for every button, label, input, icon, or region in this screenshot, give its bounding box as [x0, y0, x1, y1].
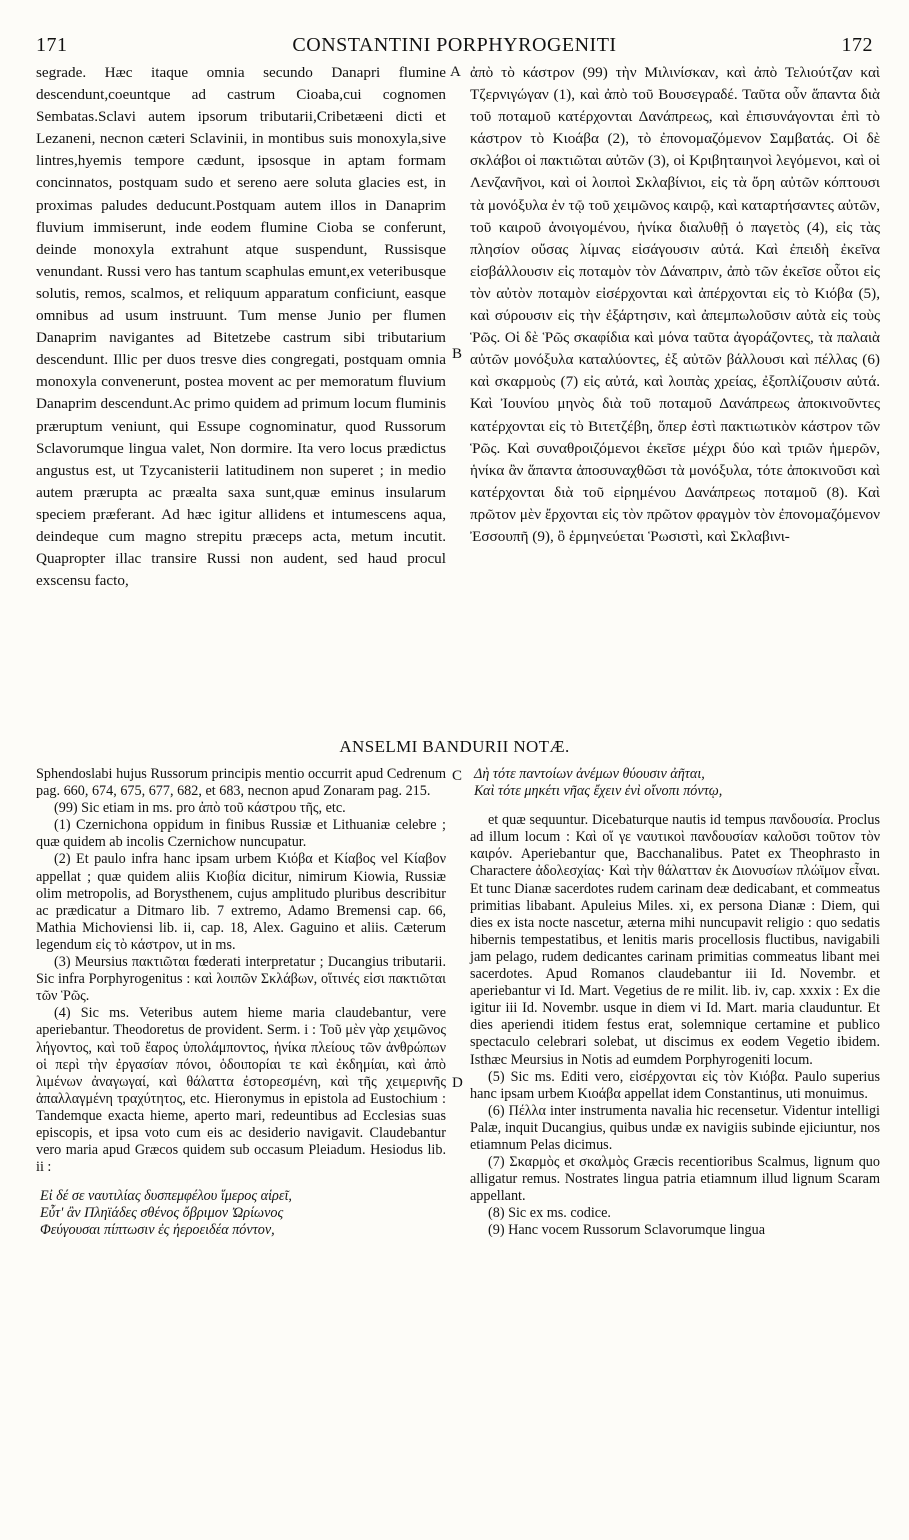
latin-text-column: segrade. Hæc itaque omnia secundo Danapri flumine descendunt,coeuntque ad castrum Cioaba,cui cognomen Sembatas.Sclavi autem ipsorum tributarii,Cribetæeni dicti et Lezaneni, necnon cæteri Sclavinii, in montibus suis monoxyla,sive lintres,hyemis tempore cædunt, ipsosque in aptam formam concinnatos, postquam sudo et sereno aere soluta glacies est, in proximas paludes deducunt.Postquam autem illos in Danaprim fluvium immiserunt, inde eodem flumine Cioba se conferunt, deinde monoxyla extrahunt atque suspendunt, Russisque venundant. Russi vero has tantum scaphulas emunt,ex veteribusque solutis, remos, scalmos, et reliquum apparatum conficiunt, easque omnibus ad usum instruunt. Tum mense Junio per flumen Danaprim navigantes ad Bitetzebe castrum sibi tributarium descendunt. Illic per duos tresve dies congregati, postquam omnia monoxyla convenerunt, postea movent ac per memoratum fluvium Danaprim descendunt.Ac primo quidem ad primum locum fluminis præruptum veniunt, qui Essupe cognominatur, quod Russorum Sclavorumque lingua valet, Non dormire. Ita vero locus prædictus angustus est, ut Tzycanisterii latitudinem non superet ; in medio autem prærupta ac præalta saxa sunt,quæ eminus insularum speciem præferant. Ad hæc igitur allidens et intumescens aqua, deindeque cum magno strepitu præceps acta, metum incutit. Quapropter illac transire Russi non audent, sed haud procul exscensu facto, [36, 64, 446, 590]
verse-spacer [36, 1176, 446, 1188]
note-paragraph: (1) Czernichona oppidum in finibus Russiæ et Lithuaniæ celebre ; quæ quidem ab incolis Czernichow nuncupatur. [36, 817, 446, 851]
notes-left-column [36, 766, 446, 1240]
note-paragraph: (99) Sic etiam in ms. pro ἀπὸ τοῦ κάστρου τῆς, etc. [54, 800, 346, 817]
note-paragraph: (4) Sic ms. Veteribus autem hieme maria claudebantur, vere aperiebantur. Theodoretus de provident. Serm. i : Τοῦ μὲν γὰρ χειμῶνος λήγοντος, καὶ τοῦ ἔαρος ὑπολάμποντος, ἡνίκα πλείους τῶν ἀνθρώπων οἱ περὶ τὴν ἐργασίαν πόνοι, ὁδοιπορίαι τε καὶ ἐκδημίαι, καὶ ἀπὸ λιμένων ἀναγωγαί, καὶ θάλαττα ἐστορεσμένη, καὶ τῆς χειμερινῆς ἀπαλλαγμένη τραχύτητος, etc. Hieronymus in epistola ad Eustochium : Tandemque exacta hieme, aperto mari, redeuntibus ad Ecclesias suas episcopis, et ipsa voto cum eis ac desiderio navigavit. Claudebantur vero maria apud Græcos quidem sub occasum Pleiadum. Hesiodus lib. ii : [36, 1005, 446, 1176]
note-paragraph: (3) Meursius πακτιῶται fœderati interpretatur ; Ducangius tributarii. Sic infra Porphyrogenitus : καὶ λοιπῶν Σκλάβων, οἵτινές εἰσι πακτιῶται τῶν Ῥῶς. [36, 954, 446, 1005]
verse-line: Εὖτ' ἂν Πληϊάδες σθένος ὄβριμον Ὠρίωνος [40, 1205, 284, 1222]
verse-spacer [470, 800, 880, 812]
note-paragraph: (6) Πέλλα inter instrumenta navalia hic recensetur. Videntur intelligi Palæ, inquit Ducangius, quibus undæ ex navigiis subinde ejiciuntur, nos etiamnum Pelas dicimus. [470, 1102, 880, 1153]
verse-line: Φεύγουσαι πίπτωσιν ἐς ἠεροειδέα πόντον, [40, 1222, 275, 1239]
greek-text-column: ἀπὸ τὸ κάστρον (99) τὴν Μιλινίσκαν, καὶ ἀπὸ Τελιούτζαν καὶ Τζερνιγώγαν (1), καὶ ἀπὸ τοῦ Βουσεγραδέ. Ταῦτα οὖν ἅπαντα διὰ τοῦ ποταμοῦ κατέρχονται Δανάπρεως, καὶ ἐπισυνάγονται ἐπὶ τὸ κάστρον τὸ Κιοάβα (2), τὸ ἐπονομαζόμενον Σαμβατάς. Οἱ δὲ σκλάβοι οἱ πακτιῶται αὐτῶν (3), οἱ Κριβηταιηνοὶ λεγόμενοι, καὶ οἱ Λενζανῆνοι, καὶ οἱ λοιποὶ Σκλαβίνιοι, εἰς τὰ ὄρη αὐτῶν κόπτουσι τὰ μονόξυλα ἐν τῷ τοῦ χειμῶνος καιρῷ, καὶ καταρτήσαντες αὐτῶν, τοῦ καιροῦ ἀνοιγομένου, ἡνίκα διαλυθῇ ὁ παγετὸς (4), εἰς τὰς πλησίον οὔσας λίμνας εἰσάγουσιν αὐτά. Καὶ ἐπειδὴ ἐκεῖνα εἰσβάλλουσιν εἰς ποταμὸν τὸν Δάναπριν, ἀπὸ τῶν ἐκεῖσε οὗτοι εἰς τὸν αὐτὸν ποταμὸν εἰσέρχονται καὶ ἀπέρχονται εἰς τὸ Κιόβα (5), καὶ σύρουσιν εἰς τὴν ἐξάρτησιν, καὶ ἀπεμπωλοῦσιν αὐτὰ εἰς τοὺς Ῥῶς. Οἱ δὲ Ῥῶς σκαφίδια καὶ μόνα ταῦτα ἀγοράζοντες, τὰ παλαιὰ αὐτῶν μονόξυλα καταλύοντες, ἐξ αὐτῶν βάλλουσι καὶ πέλλας (6) καὶ σκαρμοὺς (7) εἰς αὐτά, καὶ λοιπὰς χρείας, ἐξοπλίζουσιν αὐτά. Καὶ Ἰουνίου μηνὸς διὰ τοῦ ποταμοῦ Δανάπρεως ἀποκινοῦντες κατέρχονται εἰς τὸ Βιτετζέβη, ὅπερ ἐστὶ πακτιωτικὸν κάστρον τῶν Ῥῶς. Καὶ συναθροιζόμενοι ἐκεῖσε μέχρι δύο καὶ τριῶν ἡμερῶν, ἡνίκα ἂν ἅπαντα ἀποσυναχθῶσι τὰ μονόξυλα, τότε ἀποκινοῦσι καὶ κατέρχονται διὰ τοῦ εἰρημένου Δανάπρεως ποταμοῦ (8). Καὶ πρῶτον μὲν ἔρχονται εἰς τὸν πρῶτον φραγμὸν τὸν ἐπονομαζόμενον Ἐσσουπῆ (9), ὃ ἑρμηνεύεται Ῥωσιστὶ, καὶ Σκλαβινι- [470, 64, 880, 545]
running-title: CONSTANTINI PORPHYROGENITI [292, 34, 617, 56]
note-paragraph: (5) Sic ms. Editi vero, εἰσέρχονται εἰς τὸν Κιόβα. Paulo superius hanc ipsam urbem Κιοάβα appellat idem Constantinus, uti monuimus. [470, 1068, 880, 1102]
margin-marker-c: C [452, 768, 463, 784]
notes-heading: ANSELMI BANDURII NOTÆ. [339, 737, 570, 756]
margin-marker-a: A [450, 64, 461, 80]
note-paragraph: (2) Et paulo infra hanc ipsam urbem Κιόβα et Κίαβος vel Κίαβον appellat ; quæ quidem aliis Κιοβία dicitur, nimirum Kiowia, Russiæ olim metropolis, ad Borysthenem, cujus amplitudo pluribus describitur ac prædicatur a Ditmaro lib. 7 extremo, Adamo Bremensi cap. 66, Mathia Michoviensi lib. ii, cap. 18, Alex. Gaguino et aliis. Cæterum legendum εἰς τὸ κάστρον, ut in ms. [36, 851, 446, 953]
note-paragraph: (8) Sic ex ms. codice. [488, 1205, 611, 1222]
note-paragraph: (9) Hanc vocem Russorum Sclavorumque lingua [488, 1222, 765, 1239]
notes-right-column [470, 766, 880, 1240]
note-paragraph: Sphendoslabi hujus Russorum principis mentio occurrit apud Cedrenum pag. 660, 674, 675, 677, 682, et 683, necnon apud Zonaram pag. 215. [36, 766, 446, 800]
verse-line: Εἰ δέ σε ναυτιλίας δυσπεμφέλου ἵμερος αἱρεῖ, [40, 1188, 292, 1205]
page-number-left: 171 [36, 34, 68, 56]
margin-marker-b: B [452, 346, 463, 362]
verse-line: Καὶ τότε μηκέτι νῆας ἔχειν ἐνὶ οἴνοπι πόντῳ, [474, 783, 723, 800]
note-paragraph: et quæ sequuntur. Dicebaturque nautis id tempus πανδουσία. Proclus ad illum locum : Καὶ οἵ γε ναυτικοὶ πανδουσίαν καλοῦσι τοῦτον τὸν καιρόν. Aperiebantur que, Bacchanalibus. Patet ex Theophrasto in Charactere ἀδολεσχίας· Καὶ τὴν θάλατταν ἐκ Διονυσίων πλώϊμον εἶναι. Et tunc Dianæ sacerdotes rudem carinam deæ dedicabant, et commeatus primitias libabant. Apuleius Miles. xi, ex persona Dianæ : Diem, qui dies ex ista nocte nascetur, æterna mihi nuncupavit religio : quo sedatis hibernis tempestatibus, et lenitis maris procellosis fluctibus, navigabili jam pelago, rudem dedicantes carinam primitias commeatus libant mei sacerdotes. Apud Romanos claudebantur iii Id. Novembr. et aperiebantur vi Id. Mart. Vegetius de re milit. lib. iv, cap. xxxix : Ex die igitur iii Id. Novembr. usque in diem vi Id. Mart. maria clauduntur. Et dies aperiendi itidem festus erat, solemnique certamine et publico spectaculo celebrari solebat, ut discimus ex eodem Vegetio ibidem. Isthæc Meursius in Notis ad eumdem Porphyrogeniti locum. [470, 812, 880, 1068]
margin-marker-d: D [452, 1075, 463, 1091]
verse-line: Δὴ τότε παντοίων ἀνέμων θύουσιν ἀῆται, [474, 766, 705, 782]
note-paragraph: (7) Σκαρμὸς et σκαλμὸς Græcis recentioribus Scalmus, lignum quo alligatur remus. Nostrates lingua patria etiamnum illud lignum Scaram appellant. [470, 1154, 880, 1205]
page-number-right: 172 [841, 34, 873, 56]
